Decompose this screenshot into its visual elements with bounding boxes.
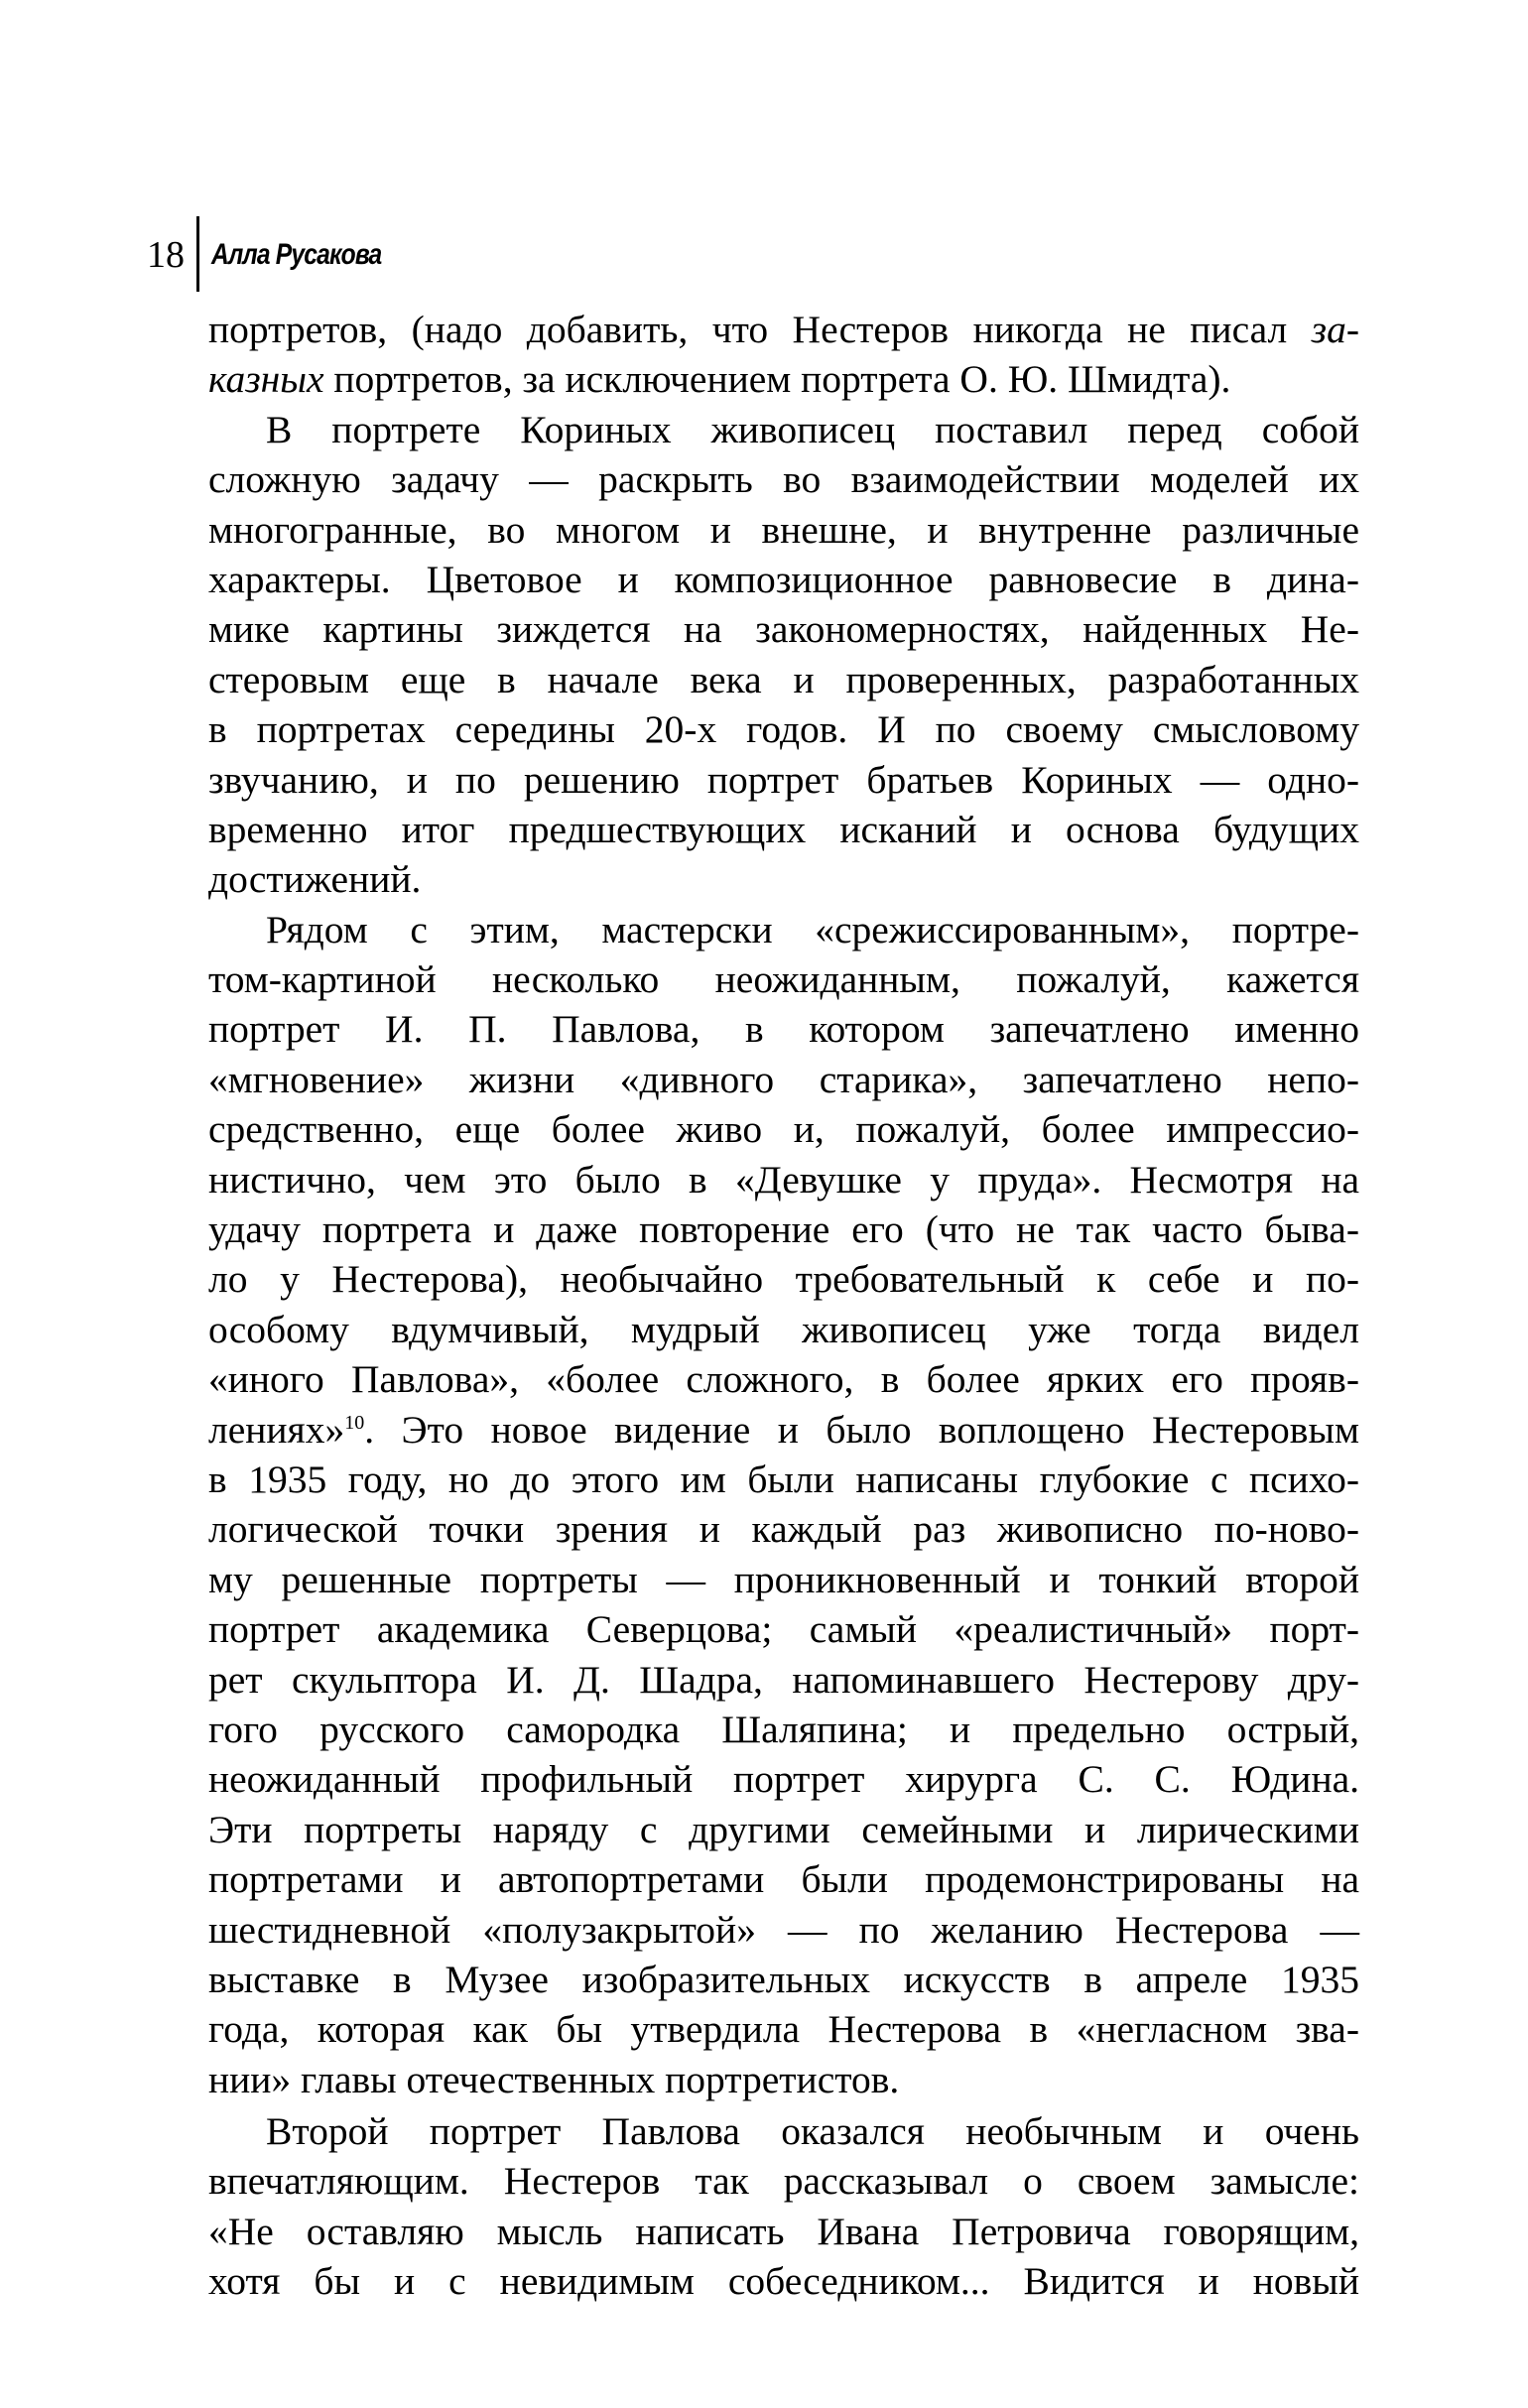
text-line: временно итог предшествующих исканий и основа будущих	[208, 807, 1359, 851]
text-line: года, которая как бы утвердила Нестерова в «негласном зва-	[208, 2007, 1359, 2052]
text-line: неожиданный профильный портрет хирурга С. С. Юдина.	[208, 1757, 1359, 1802]
text-line: том-картиной несколько неожиданным, пожалуй, кажется	[208, 957, 1359, 1002]
header-divider	[196, 216, 199, 292]
text-line: портретами и автопортретами были продемонстрированы на	[208, 1857, 1359, 1902]
text-line: Рядом с этим, мастерски «срежиссированным», портре-	[266, 907, 1359, 951]
text-line: казных портретов, за исключением портрета О. Ю. Шмидта).	[208, 357, 1231, 402]
text-line: особому вдумчивый, мудрый живописец уже тогда видел	[208, 1307, 1359, 1351]
text-line: средственно, еще более живо и, пожалуй, более импрессио-	[208, 1107, 1359, 1152]
running-head	[147, 220, 419, 290]
text-line: достижений.	[208, 857, 422, 902]
text-line: Эти портреты наряду с другими семейными и лирическими	[208, 1807, 1359, 1851]
text-line: удачу портрета и даже повторение его (что не так часто быва-	[208, 1207, 1359, 1252]
text-line: характеры. Цветовое и композиционное равновесие в дина-	[208, 557, 1359, 601]
text-line: многогранные, во многом и внешне, и внутренне различные	[208, 507, 1359, 552]
text-line: мике картины зиждется на закономерностях, найденных Не-	[208, 607, 1359, 652]
text-line: ло у Нестерова), необычайно требовательный к себе и по-	[208, 1257, 1359, 1302]
text-line: гого русского самородка Шаляпина; и предельно острый,	[208, 1707, 1359, 1751]
text-line: впечатляющим. Нестеров так рассказывал о своем замысле:	[208, 2159, 1359, 2204]
text-line: му решенные портреты — проникновенный и тонкий второй	[208, 1557, 1359, 1601]
text-line: логической точки зрения и каждый раз живописно по-ново-	[208, 1507, 1359, 1552]
text-line: шестидневной «полузакрытой» — по желанию Нестерова —	[208, 1907, 1359, 1952]
text-line: рет скульптора И. Д. Шадра, напоминавшего Нестерову дру-	[208, 1657, 1359, 1702]
text-line: хотя бы и с невидимым собеседником... Видится и новый	[208, 2259, 1359, 2304]
author-name: Алла Русакова	[211, 238, 382, 271]
text-line: «иного Павлова», «более сложного, в более ярких его прояв-	[208, 1357, 1359, 1402]
text-line: нистично, чем это было в «Девушке у пруда». Несмотря на	[208, 1157, 1359, 1202]
text-line: лениях»$^{10}$. Это новое видение и было воплощено Нестеровым	[208, 1407, 1359, 1452]
page-number: 18	[147, 234, 185, 276]
text-line: нии» главы отечественных портретистов.	[208, 2057, 900, 2101]
text-line: портрет И. П. Павлова, в котором запечатлено именно	[208, 1007, 1359, 1052]
text-line: портретов, (надо добавить, что Нестеров никогда не писал за-	[208, 308, 1359, 351]
footnote-marker: 10	[344, 1411, 365, 1434]
text-line: звучанию, и по решению портрет братьев Кориных — одно-	[208, 757, 1359, 802]
text-line: стеровым еще в начале века и проверенных, разработанных	[208, 657, 1359, 701]
text-line: В портрете Кориных живописец поставил перед собой	[266, 407, 1359, 451]
text-line: выставке в Музее изобразительных искусств в апреле 1935	[208, 1957, 1359, 2001]
text-line: в портретах середины 20-х годов. И по своему смысловому	[208, 707, 1359, 752]
text-line: Второй портрет Павлова оказался необычным и очень	[266, 2109, 1359, 2154]
text-line: в 1935 году, но до этого им были написаны глубокие с психо-	[208, 1457, 1359, 1501]
text-line: портрет академика Северцова; самый «реалистичный» порт-	[208, 1607, 1359, 1652]
body-text	[208, 305, 1359, 2307]
text-line: «Не оставляю мысль написать Ивана Петровича говорящим,	[208, 2209, 1359, 2253]
text-line: «мгновение» жизни «дивного старика», запечатлено непо-	[208, 1057, 1359, 1101]
text-line: сложную задачу — раскрыть во взаимодействии моделей их	[208, 457, 1359, 502]
